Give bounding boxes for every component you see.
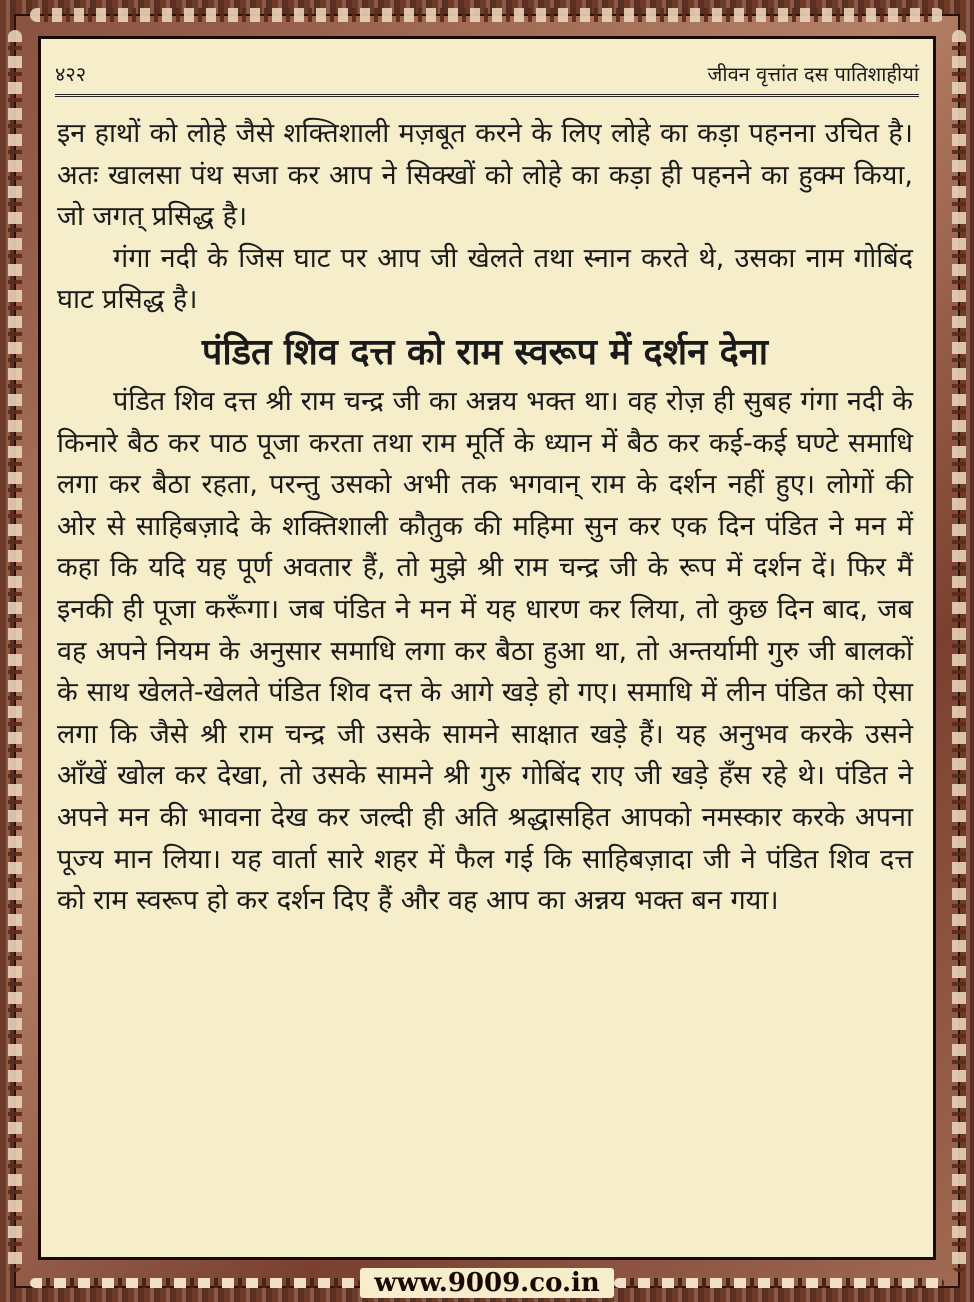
running-title: जीवन वृत्तांत दस पातिशाहीयां [707,62,919,86]
footer-ornament-left [30,1278,360,1288]
page-body [57,113,913,922]
page-header [55,53,919,97]
left-chain-border [8,30,22,1272]
page-number: ४२२ [55,62,87,86]
paragraph-2: गंगा नदी के जिस घाट पर आप जी खेलते तथा स्नान करते थे, उसका नाम गोबिंद घाट प्रसिद्ध है। [57,242,913,316]
footer-url[interactable]: www.9009.co.in [360,1268,614,1298]
paragraph-1: इन हाथों को लोहे जैसे शक्तिशाली मज़बूत करने के लिए लोहे का कड़ा पहनना उचित है। अतः खालसा पंथ सजा कर आप ने सिक्खों को लोहे का कड़ा ही पहनने का हुक्म किया, जो जगत् प्रसिद्ध है। [57,118,913,233]
book-page [38,36,936,1260]
paragraph-3: पंडित शिव दत्त श्री राम चन्द्र जी का अन्नय भक्त था। वह रोज़ ही सुबह गंगा नदी के किनारे बैठ कर पाठ पूजा करता तथा राम मूर्ति के ध्यान में बैठ कर कई-कई घण्टे समाधि लगा कर बैठा रहता, परन्तु उसको अभी तक भगवान् राम के दर्शन नहीं हुए। लोगों की ओर से साहिबज़ादे के शक्तिशाली कौतुक की महिमा सुन कर एक दिन पंडित ने मन में कहा कि यदि यह पूर्ण अवतार हैं, तो मुझे श्री राम चन्द्र जी के रूप में दर्शन दें। फिर मैं इनकी ही पूजा करूँगा। जब पंडित ने मन में यह धारण कर लिया, तो कुछ दिन बाद, जब वह अपने नियम के अनुसार समाधि लगा कर बैठा हुआ था, तो अन्तर्यामी गुरु जी बालकों के साथ खेलते-खेलते पंडित शिव दत्त के आगे खड़े हो गए। समाधि में लीन पंडित को ऐसा लगा कि जैसे श्री राम चन्द्र जी उसके सामने साक्षात खड़े हैं। यह अनुभव करके उसने आँखें खोल कर देखा, तो उसके सामने श्री गुरु गोबिंद राए जी खड़े हँस रहे थे। पंडित ने अपने मन की भावना देख कर जल्दी ही अति श्रद्धासहित आपको नमस्कार करके अपना पूज्य मान लिया। यह वार्ता सारे शहर में फैल गई कि साहिबज़ादा जी ने पंडित शिव दत्त को राम स्वरूप हो कर दर्शन दिए हैं और वह आप का अन्नय भक्त बन गया। [57,385,914,917]
footer-ornament-right [614,1278,944,1288]
section-heading: पंडित शिव दत्त को राम स्वरूप में दर्शन देना [201,331,769,373]
right-chain-border [952,30,966,1272]
page-footer [30,1268,944,1298]
top-chain-border [30,8,944,22]
